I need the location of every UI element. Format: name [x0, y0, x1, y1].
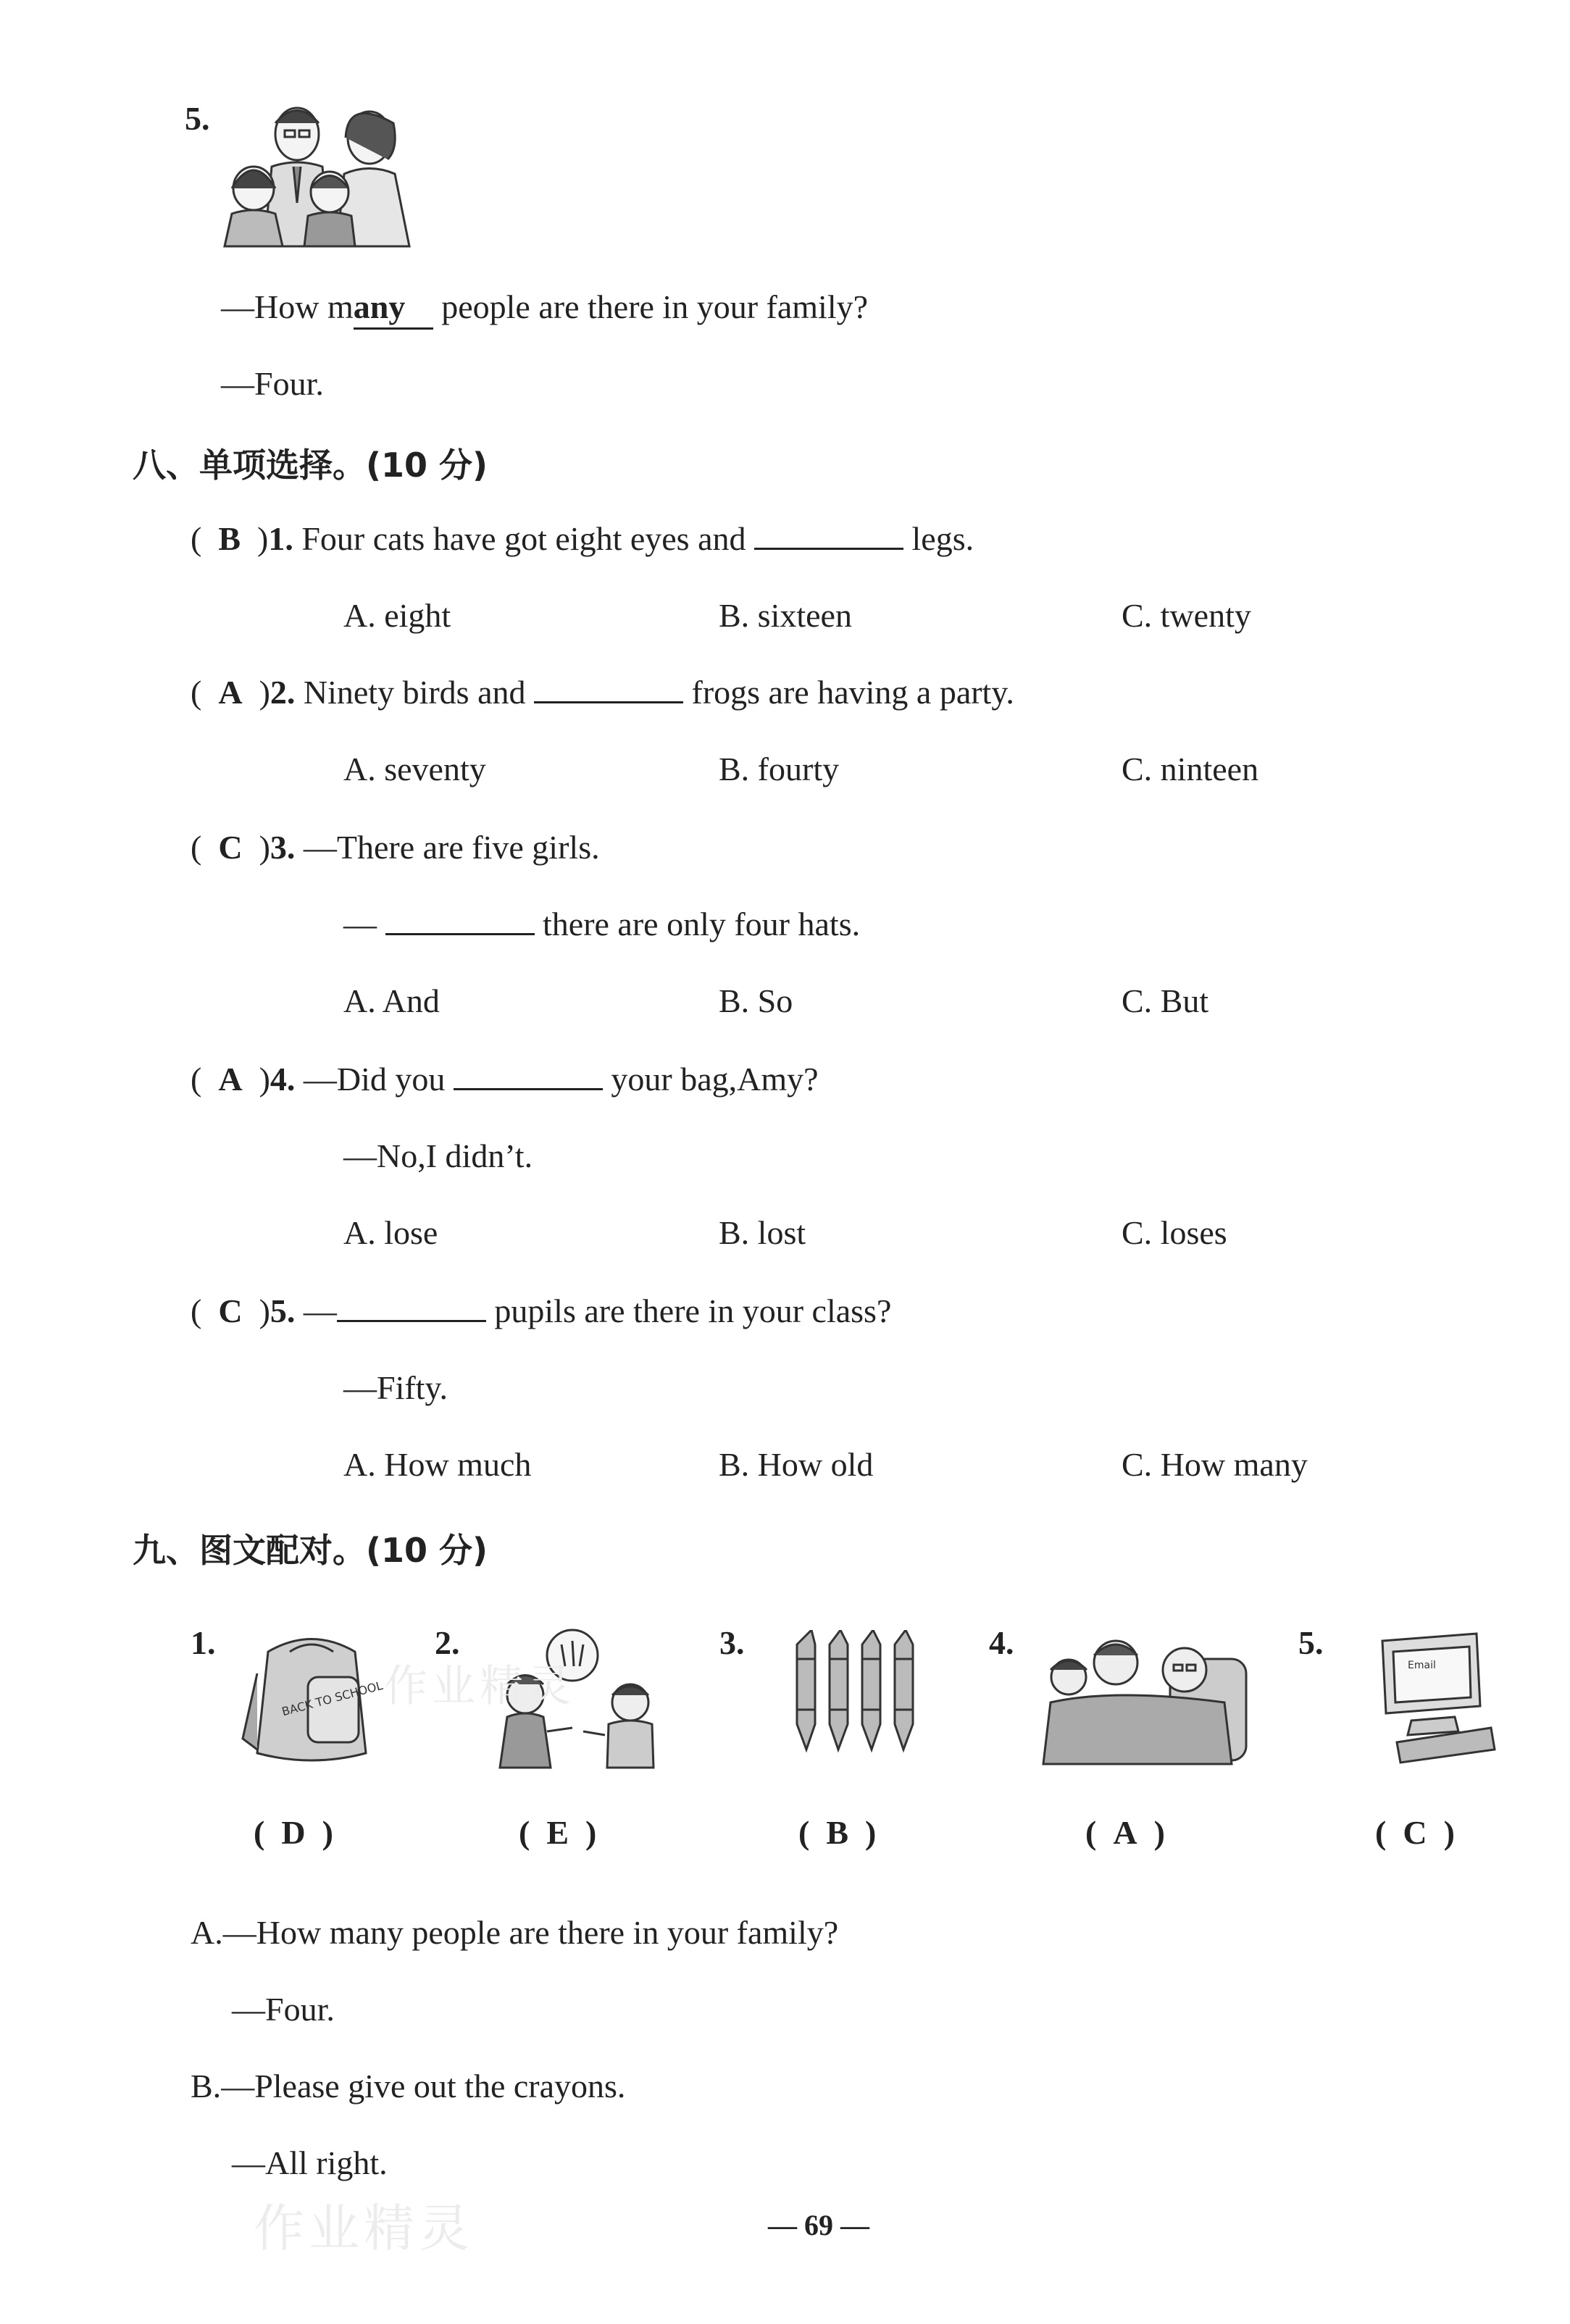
- q2-answer-paren: ( A )2. Ninety birds and frogs are having a party.: [191, 674, 1014, 711]
- computer-icon: [1368, 1626, 1498, 1764]
- q3-option-b: B. So: [719, 982, 793, 1019]
- answer-blank: [754, 519, 903, 550]
- q4-answer-paren: ( A )4. —Did you your bag,Amy?: [191, 1061, 819, 1098]
- q1-answer-paren: ( B )1. Four cats have got eight eyes and legs.: [191, 520, 974, 557]
- q1-option-c: C. twenty: [1122, 597, 1251, 634]
- picture2-number: 2.: [435, 1624, 460, 1661]
- answer-blank: [385, 904, 535, 935]
- dialogue-b-line1: B.—Please give out the crayons.: [191, 2068, 626, 2104]
- family-portrait-icon: [221, 94, 417, 250]
- q5-option-b: B. How old: [719, 1446, 874, 1483]
- q1-option-b: B. sixteen: [719, 597, 852, 634]
- picture4-number: 4.: [989, 1624, 1014, 1661]
- answer-blank: [337, 1291, 486, 1322]
- top-reply: —Four.: [221, 365, 324, 402]
- dialogue-a-line1: A.—How many people are there in your family?: [191, 1914, 839, 1951]
- dialogue-b-line2: —All right.: [232, 2144, 388, 2181]
- backpack-icon: [239, 1630, 384, 1768]
- q4-option-b: B. lost: [719, 1214, 806, 1251]
- top-question: —How many people are there in your family?: [221, 287, 868, 330]
- computer-label: Email: [1408, 1660, 1436, 1671]
- q1-option-a: A. eight: [343, 597, 451, 634]
- page-number: — 69 —: [768, 2209, 869, 2241]
- picture4-answer: ( A ): [1085, 1814, 1165, 1851]
- q5-option-c: C. How many: [1122, 1446, 1308, 1483]
- answer-blank: [454, 1059, 603, 1090]
- family-icon: [1036, 1630, 1253, 1768]
- q5-line2: —Fifty.: [343, 1369, 448, 1406]
- q2-option-a: A. seventy: [343, 751, 486, 787]
- backpack-label: BACK TO SCHOOL: [280, 1678, 384, 1719]
- q5-option-a: A. How much: [343, 1446, 532, 1483]
- filled-answer: any: [354, 287, 433, 330]
- picture1-number: 1.: [191, 1624, 216, 1661]
- watermark-faint: 作业精灵: [384, 1661, 575, 1712]
- q3-option-a: A. And: [343, 982, 440, 1019]
- picture3-number: 3.: [719, 1624, 745, 1661]
- section8-heading: 八、单项选择。(10 分): [133, 446, 488, 485]
- crayons-icon: [786, 1630, 924, 1753]
- watermark: 作业精灵: [254, 2199, 474, 2258]
- q2-option-b: B. fourty: [719, 751, 840, 787]
- q4-line2: —No,I didn’t.: [343, 1137, 533, 1174]
- dialogue-a-line2: —Four.: [232, 1991, 335, 2028]
- q2-option-c: C. ninteen: [1122, 751, 1259, 787]
- picture5-number: 5.: [1298, 1624, 1324, 1661]
- item-number: 5.: [185, 100, 210, 137]
- q5-answer-paren: ( C )5. — pupils are there in your class?: [191, 1292, 892, 1329]
- picture3-answer: ( B ): [798, 1814, 877, 1851]
- q3-option-c: C. But: [1122, 982, 1209, 1019]
- section9-heading: 九、图文配对。(10 分): [133, 1531, 488, 1570]
- answer-blank: [534, 672, 683, 703]
- q4-option-c: C. loses: [1122, 1214, 1227, 1251]
- picture1-answer: ( D ): [254, 1814, 333, 1851]
- picture5-answer: ( C ): [1375, 1814, 1455, 1851]
- q4-option-a: A. lose: [343, 1214, 438, 1251]
- q3-answer-paren: ( C )3. —There are five girls.: [191, 829, 600, 866]
- picture2-answer: ( E ): [519, 1814, 597, 1851]
- q3-line2: — there are only four hats.: [343, 906, 861, 942]
